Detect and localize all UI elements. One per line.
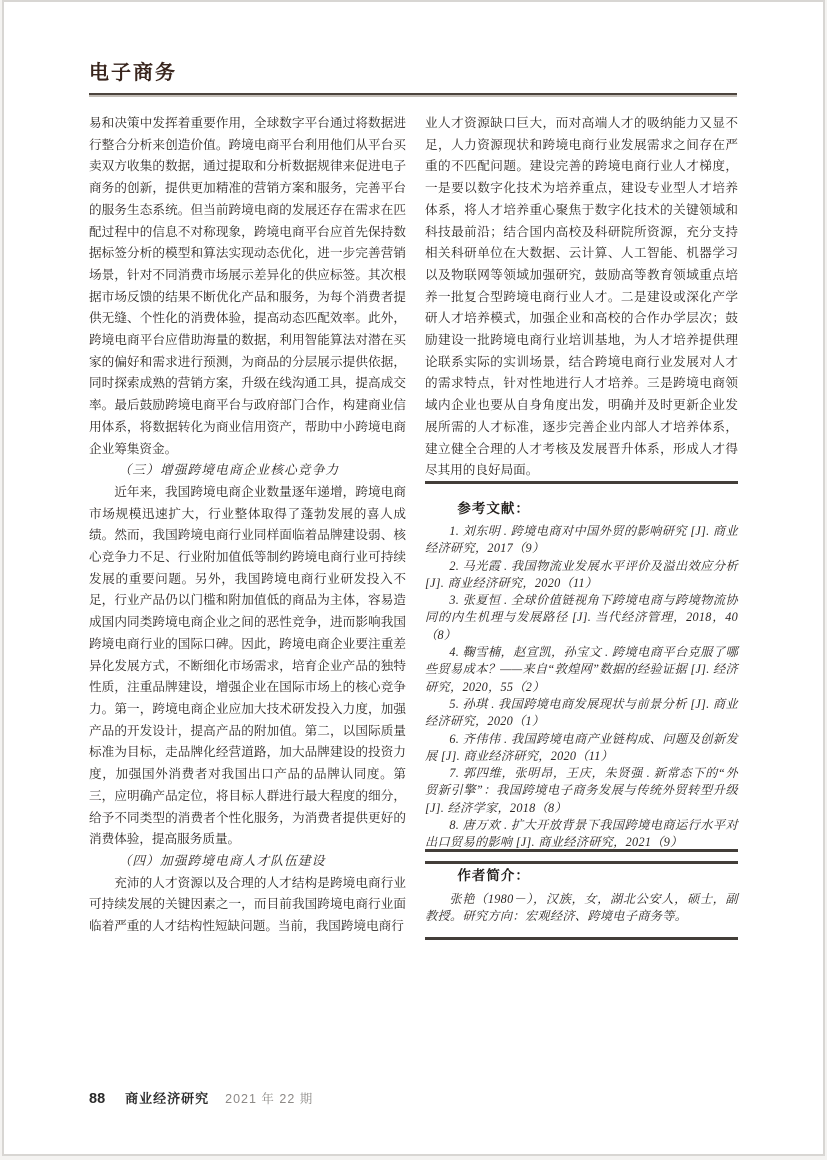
left-column: [89, 113, 406, 938]
page-header: [89, 56, 737, 95]
references-list: [425, 523, 738, 852]
author-bio-text: 张艳（1980－），汉族，女，湖北公安人，硕士，副教授。研究方向：宏观经济、跨境电子商务等。: [425, 892, 738, 924]
reference-item: 1. 刘东明 . 跨境电商对中国外贸的影响研究 [J]. 商业经济研究，2017（9）: [425, 524, 738, 556]
author-bio-section: [425, 849, 738, 940]
body-paragraph-4-end: 业人才资源缺口巨大，而对高端人才的吸纳能力又显不足，人力资源现状和跨境电商行业发展需求之间存在严重的不匹配问题。建设完善的跨境电商行业人才梯度，一是要以数字化技术为培养重点，建设专业型人才培养体系，将人才培养重心聚焦于数字化技术的关键领域和科技最前沿；结合国内高校及科研院所资源，充分支持相关科研单位在大数据、云计算、人工智能、机器学习以及物联网等领域加强研究，鼓励高等教育领域重点培养一批复合型跨境电商行业人才。二是建设或深化产学研人才培养模式，加强企业和高校的合作办学层次；鼓励建设一批跨境电商行业培训基地，为人才培养提供理论联系实际的实训场景，结合跨境电商行业发展对人才的需求特点，针对性地进行人才培养。三是跨境电商领域内企业也要从自身角度出发，明确并及时更新企业发展所需的人才标准，逐步完善企业内部人才培养体系，建立健全合理的人才考核及发展晋升体系，形成人才得尽其用的良好局面。: [425, 116, 738, 478]
issue-label: 2021 年 22 期: [225, 1092, 314, 1106]
reference-item: 2. 马光霞 . 我国物流业发展水平评价及溢出效应分析 [J]. 商业经济研究，2020（11）: [425, 558, 738, 590]
author-bottom-rule: [425, 937, 738, 940]
reference-item: 4. 鞠雪楠，赵宣凯，孙宝文 . 跨境电商平台克服了哪些贸易成本？——来自“敦煌网”数据的经验证据 [J]. 经济研究，2020，55（2）: [425, 645, 738, 694]
author-heading: 作者简介：: [457, 868, 530, 883]
page-footer: [89, 1088, 313, 1107]
subsection-heading-3: （三）增强跨境电商企业核心竞争力: [118, 463, 340, 478]
section-title: 电子商务: [89, 62, 177, 84]
references-section: [425, 481, 738, 864]
body-paragraph-4-start: 充沛的人才资源以及合理的人才结构是跨境电商行业可持续发展的关键因素之一，而目前我国跨境电商行业面临着严重的人才结构性短缺问题。当前，我国跨境电商行: [89, 875, 406, 934]
reference-item: 8. 唐万欢 . 扩大开放背景下我国跨境电商运行水平对出口贸易的影响 [J]. 商业经济研究，2021（9）: [425, 818, 738, 850]
body-paragraph-3: 近年来，我国跨境电商企业数量逐年递增，跨境电商市场规模迅速扩大，行业整体取得了蓬勃发展的喜人成绩。然而，我国跨境电商行业同样面临着品牌建设弱、核心竞争力不足、行业附加值低等制约跨境电商行业可持续发展的重要问题。另外，我国跨境电商行业研发投入不足，行业产品仍以门槛和附加值低的商品为主体，容易造成国内同类跨境电商企业之间的恶性竞争，进而影响我国跨境电商行业的国际口碑。因此，跨境电商企业要注重差异化发展方式，不断细化市场需求，培育企业产品的独特性质，注重品牌建设，增强企业在国际市场上的核心竞争力。第一，跨境电商企业应加大技术研发投入力度，加强产品的开发设计，提高产品的附加值。第二，以国际质量标准为目标，走品牌化经营道路，加大品牌建设的投资力度，加强国外消费者对我国出口产品的品牌认同度。第三，应明确产品定位，将目标人群进行最大程度的细分，给予不同类型的消费者个性化服务，为消费者提供更好的消费体验，提高服务质量。: [89, 484, 406, 847]
right-column: [425, 113, 738, 924]
author-top-rule: [425, 849, 738, 852]
reference-item: 6. 齐伟伟 . 我国跨境电商产业链构成、问题及创新发展 [J]. 商业经济研究，2020（11）: [425, 731, 738, 763]
references-heading: 参考文献：: [457, 501, 530, 516]
page-number: 88: [89, 1091, 106, 1107]
reference-item: 3. 张夏恒 . 全球价值链视角下跨境电商与跨境物流协同的内生机理与发展路径 [J]. 当代经济管理，2018，40（8）: [425, 593, 738, 642]
journal-page: [2, 0, 825, 1156]
body-paragraph-continuation: 易和决策中发挥着重要作用，全球数字平台通过将数据进行整合分析来创造价值。跨境电商平台利用他们从平台买卖双方收集的数据，通过提取和分析数据规律来促进电子商务的创新，提供更加精准的营销方案和服务，完善平台的服务生态系统。但当前跨境电商的发展还存在需求在匹配过程中的信息不对称现象，跨境电商平台应首先保持数据标签分析的模型和算法实现动态优化，进一步完善营销场景，针对不同消费市场展示差异化的供应标签。其次根据市场反馈的结果不断优化产品和服务，为每个消费者提供无缝、个性化的消费体验，提高动态匹配效率。此外，跨境电商平台应借助海量的数据，利用智能算法对潜在买家的偏好和需求进行预测，为商品的分层展示提供依据，同时探索成熟的营销方案，升级在线沟通工具，提高成交率。最后鼓励跨境电商平台与政府部门合作，构建商业信用体系，将数据转化为商业信用资产，帮助中小跨境电商企业筹集资金。: [89, 116, 406, 456]
journal-name: 商业经济研究: [125, 1091, 210, 1106]
references-top-rule: [425, 481, 738, 484]
subsection-heading-4: （四）加强跨境电商人才队伍建设: [118, 853, 326, 868]
reference-item: 7. 郭四维，张明昂，王庆，朱贤强 . 新常态下的“外贸新引擎”：我国跨境电子商务发展与传统外贸转型升级 [J]. 经济学家，2018（8）: [425, 766, 738, 815]
header-rule: [89, 93, 737, 95]
reference-item: 5. 孙琪 . 我国跨境电商发展现状与前景分析 [J]. 商业经济研究，2020（1）: [425, 696, 738, 729]
